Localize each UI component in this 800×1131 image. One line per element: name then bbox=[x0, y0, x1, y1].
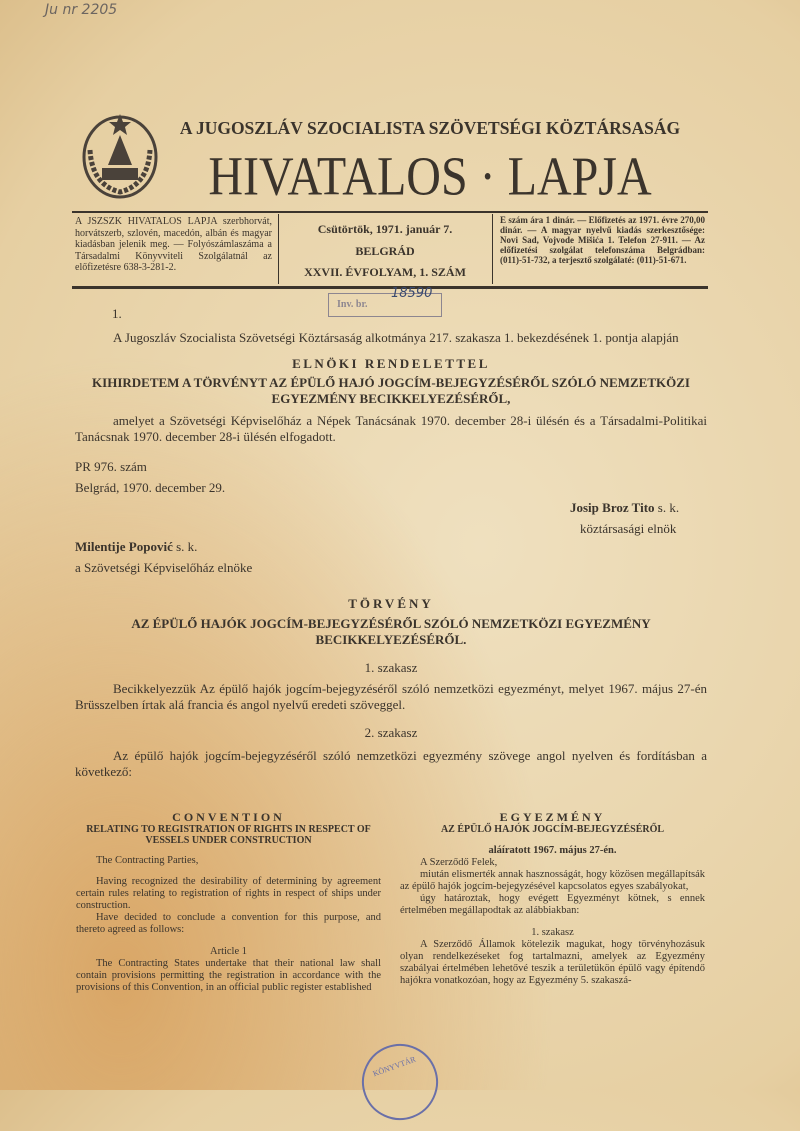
header-right-info: E szám ára 1 dinár. — Előfizetés az 1971. évre 270,00 dinár. — A magyar nyelvű kiadás szerkesztősége: Novi Sad, Vojvode Mišića 1. Telefon 27-911. — Az előfizetési szolgálat telefonszáma Belgrádban: (011)-51-732, a terjesztő szolgálaté: (011)-51-671. bbox=[500, 215, 705, 265]
article-1-label: Article 1 bbox=[209, 946, 248, 957]
handwritten-reference: Ju nr 2205 bbox=[45, 2, 118, 18]
contracting-parties-hu: A Szerződő Felek, bbox=[420, 857, 498, 868]
hungarian-paragraph: A Szerződő Államok kötelezik magukat, hogy törvényhozásuk olyan rendelkezéseket fog tartalmazni, amelyek az Egyezmény szabályai értelmében lehetővé teszik a területükön épülő vagy építendő hajókra vonatkozóan, hogy az Egyezmény 5. szakaszá- bbox=[400, 939, 705, 986]
divider bbox=[492, 214, 493, 284]
header-left-info: A JSZSZK HIVATALOS LAPJA szerbhorvát, horvátszerb, szlovén, macedón, albán és magyar kiadásban jelenik meg. — Folyószámlaszáma a Társadalmi Könyvviteli Szolgálatnál az előfizetésre 638-3-281-2. bbox=[75, 216, 272, 273]
signer-title: a Szövetségi Képviselőház elnöke bbox=[75, 560, 253, 575]
masthead-title: HIVATALOS · LAPJA bbox=[208, 146, 652, 207]
convention-title: CONVENTION bbox=[172, 810, 285, 824]
section-1-label: 1. szakasz bbox=[364, 660, 418, 675]
document-number: 1. bbox=[112, 306, 122, 321]
issue-city: BELGRÁD bbox=[355, 244, 415, 258]
law-heading: AZ ÉPÜLŐ HAJÓK JOGCÍM-BEJEGYZÉSÉRŐL SZÓLÓ NEMZETKÖZI EGYEZMÉNY BECIKKELYEZÉSÉRŐL. bbox=[131, 616, 651, 647]
hungarian-paragraph: miután elismerték annak hasznosságát, hogy közösen megállapítsák az épülő hajók jogcím-bejegyzésével kapcsolatos egyes szabályokat, bbox=[400, 869, 705, 892]
convention-subtitle: RELATING TO REGISTRATION OF RIGHTS IN RESPECT OF VESSELS UNDER CONSTRUCTION bbox=[86, 824, 371, 846]
law-title: TÖRVÉNY bbox=[348, 596, 434, 611]
signature-popovic bbox=[75, 539, 707, 555]
signer-name: Milentije Popović bbox=[75, 539, 173, 554]
signer-sk: s. k. bbox=[176, 539, 198, 554]
masthead-subtitle: A JUGOSZLÁV SZOCIALISTA SZÖVETSÉGI KÖZTÁRSASÁG bbox=[179, 118, 681, 138]
divider bbox=[278, 214, 279, 284]
pr-number: PR 976. szám bbox=[75, 459, 147, 474]
signer-title: köztársasági elnök bbox=[580, 521, 677, 536]
signature-tito bbox=[75, 500, 707, 516]
stamp-number: 18590 bbox=[391, 286, 433, 301]
signer-sk: s. k. bbox=[657, 500, 680, 515]
decree-title: ELNÖKI RENDELETTEL bbox=[292, 356, 490, 371]
english-paragraph: Having recognized the desirability of determining by agreement certain rules relating to registration of rights in respect of ships under construction. bbox=[76, 876, 381, 911]
section-1-text: Becikkelyezzük Az épülő hajók jogcím-bejegyzéséről szóló nemzetközi egyezményt, melyet 1967. május 27-én Brüsszelben írtak alá francia és angol nyelvű eredeti szöveggel. bbox=[75, 681, 707, 712]
signed-date: aláíratott 1967. május 27-én. bbox=[488, 845, 617, 856]
adoption-text: amelyet a Szövetségi Képviselőház a Népek Tanácsának 1970. december 28-i ülésén és a Társadalmi-Politikai Tanácsnak 1970. december 28-i ülésén elfogadott. bbox=[75, 413, 707, 444]
issue-number: XXVII. ÉVFOLYAM, 1. SZÁM bbox=[304, 265, 466, 279]
decree-heading: KIHIRDETEM A TÖRVÉNYT AZ ÉPÜLŐ HAJÓ JOGCÍM-BEJEGYZÉSÉRŐL SZÓLÓ NEMZETKÖZI EGYEZMÉNY BECIKKELYEZÉSÉRŐL, bbox=[92, 375, 690, 406]
preamble: A Jugoszláv Szocialista Szövetségi Köztársaság alkotmánya 217. szakasza 1. bekezdésének 1. pontja alapján bbox=[113, 330, 679, 345]
signer-name: Josip Broz Tito bbox=[570, 500, 655, 515]
header-rule-bottom bbox=[72, 286, 708, 289]
hungarian-column bbox=[400, 810, 705, 987]
library-stamp: KÖNYVTÁR bbox=[351, 1033, 448, 1130]
egyezmeny-subtitle: AZ ÉPÜLŐ HAJÓK JOGCÍM-BEJEGYZÉSÉRŐL bbox=[440, 824, 665, 835]
contracting-parties: The Contracting Parties, bbox=[96, 855, 199, 866]
section-2-text: Az épülő hajók jogcím-bejegyzéséről szóló nemzetközi egyezmény szövege angol nyelven és fordításban a következő: bbox=[75, 748, 707, 779]
section-1-label-hu: 1. szakasz bbox=[531, 927, 574, 938]
emblem-icon bbox=[80, 110, 160, 200]
hungarian-paragraph: úgy határoztak, hogy evégett Egyezményt kötnek, s ennek értelmében megállapodtak az alábbiakban: bbox=[400, 893, 705, 916]
section-2-label: 2. szakasz bbox=[364, 725, 418, 740]
place-date: Belgrád, 1970. december 29. bbox=[75, 480, 226, 495]
stamp-label: Inv. br. bbox=[337, 299, 368, 310]
header-rule-top bbox=[72, 211, 708, 213]
english-paragraph: The Contracting States undertake that their national law shall contain provisions permitting the registration in accordance with the provisions of this Convention, in an official public register established bbox=[76, 958, 381, 993]
english-paragraph: Have decided to conclude a convention for this purpose, and thereto agreed as follows: bbox=[76, 912, 381, 935]
egyezmeny-title: EGYEZMÉNY bbox=[499, 810, 606, 824]
document-body bbox=[75, 304, 707, 780]
issue-date: Csütörtök, 1971. január 7. bbox=[317, 222, 453, 236]
english-column bbox=[76, 810, 381, 994]
